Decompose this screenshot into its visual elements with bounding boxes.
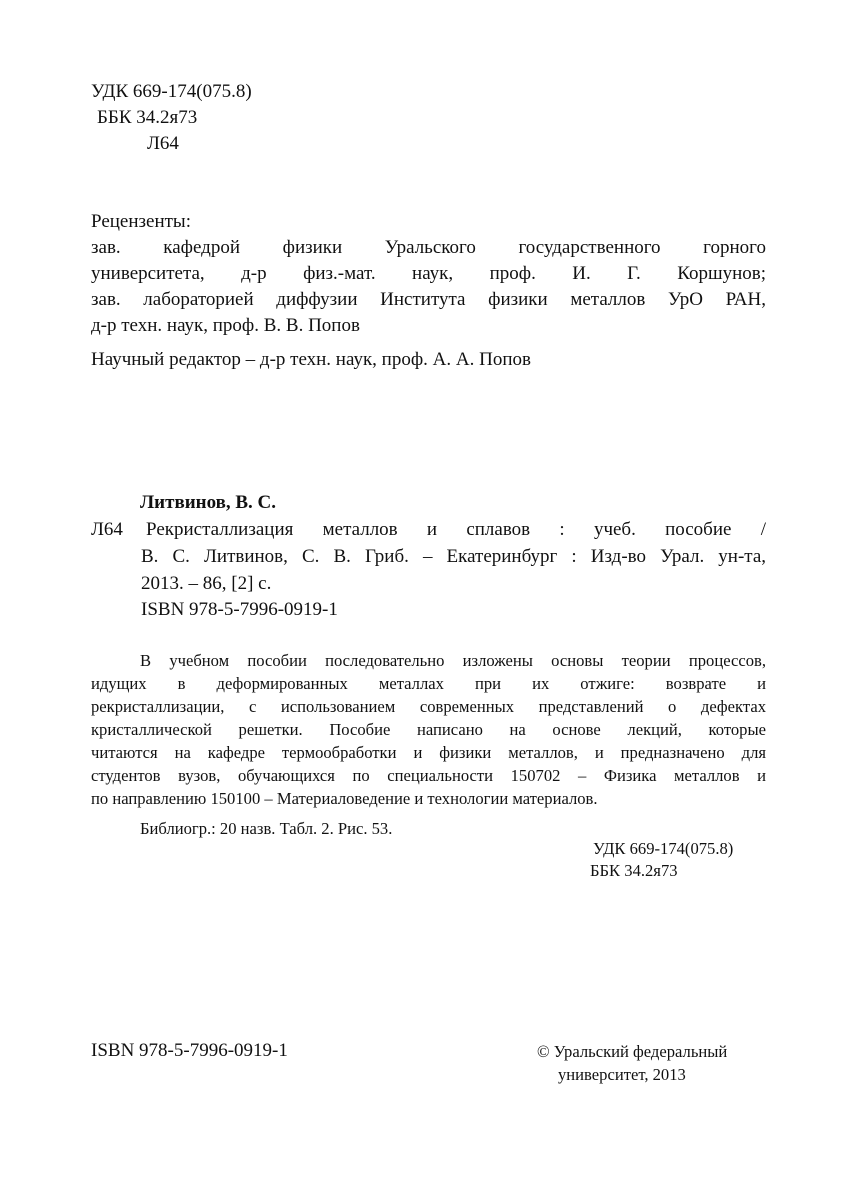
copyright-line: университет, 2013 bbox=[558, 1065, 686, 1084]
record-title-line: Рекристаллизация металлов и сплавов : учеб. пособие / bbox=[146, 519, 766, 540]
udk-code: УДК 669-174(075.8) bbox=[91, 81, 252, 102]
record-code: Л64 bbox=[91, 519, 123, 540]
author-sign: Л64 bbox=[147, 133, 179, 154]
bbk-code: ББК 34.2я73 bbox=[97, 107, 198, 128]
record-title-line: 2013. – 86, [2] с. bbox=[141, 573, 272, 594]
abstract-line: кристаллической решетки. Пособие написано на основе лекций, которые bbox=[91, 720, 766, 739]
record-isbn: ISBN 978-5-7996-0919-1 bbox=[141, 599, 338, 620]
abstract-bbk: ББК 34.2я73 bbox=[590, 861, 678, 880]
scientific-editor: Научный редактор – д-р техн. наук, проф. А. А. Попов bbox=[91, 349, 531, 370]
abstract-line: идущих в деформированных металлах при их отжиге: возврате и bbox=[91, 674, 766, 693]
bibliography-note: Библиогр.: 20 назв. Табл. 2. Рис. 53. bbox=[140, 819, 393, 838]
reviewers-title: Рецензенты: bbox=[91, 211, 191, 232]
reviewers-line: д-р техн. наук, проф. В. В. Попов bbox=[91, 315, 360, 336]
copyright-line: © Уральский федеральный bbox=[537, 1042, 728, 1061]
reviewers-line: зав. кафедрой физики Уральского государственного горного bbox=[91, 237, 766, 258]
abstract-udk: УДК 669-174(075.8) bbox=[593, 839, 734, 858]
reviewers-line: университета, д-р физ.-мат. наук, проф. И. Г. Коршунов; bbox=[91, 263, 766, 284]
record-title-line: В. С. Литвинов, С. В. Гриб. – Екатеринбург : Изд-во Урал. ун-та, bbox=[141, 546, 766, 567]
abstract-line: студентов вузов, обучающихся по специальности 150702 – Физика металлов и bbox=[91, 766, 766, 785]
abstract-line: по направлению 150100 – Материаловедение и технологии материалов. bbox=[91, 789, 598, 808]
abstract-line: читаются на кафедре термообработки и физики металлов, и предназначено для bbox=[91, 743, 766, 762]
abstract-line: В учебном пособии последовательно изложены основы теории процессов, bbox=[140, 651, 766, 670]
footer-isbn: ISBN 978-5-7996-0919-1 bbox=[91, 1040, 288, 1061]
record-author: Литвинов, В. С. bbox=[140, 492, 277, 513]
abstract-line: рекристаллизации, с использованием современных представлений о дефектах bbox=[91, 697, 766, 716]
reviewers-line: зав. лабораторией диффузии Института физики металлов УрО РАН, bbox=[91, 289, 766, 310]
